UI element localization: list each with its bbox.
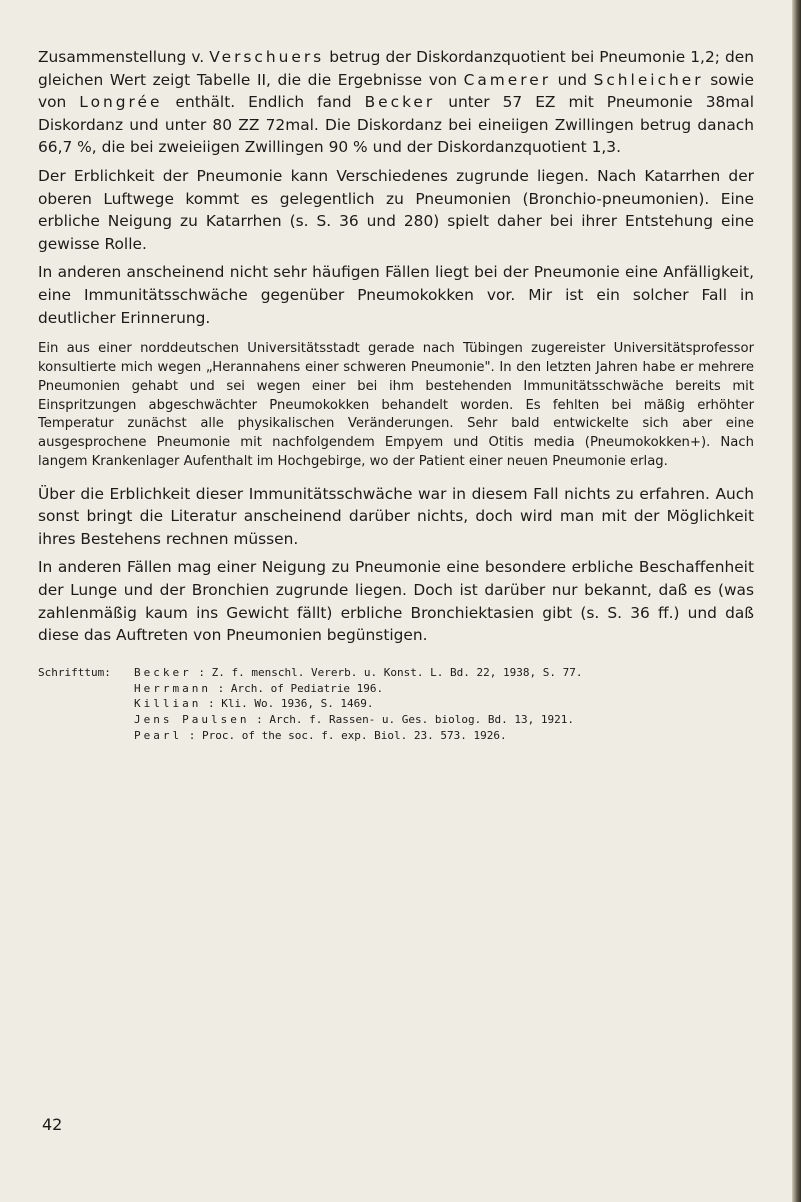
reference-author: Becker [134,665,192,679]
reference-text [134,728,754,744]
reference-author: Herrmann [134,681,211,695]
text-segment: unter 57 EZ mit Pneumonie 38mal Diskordanz und unter 80 ZZ 72mal. Die Diskordanz bei eineiigen Zwillingen betrug danach 66,7 %, die bei zweieiigen Zwillingen 90 % und der Diskordanzquotient 1,3. [38,93,755,157]
body-paragraph [38,46,754,159]
references-label [38,728,134,744]
reference-source: : Z. f. menschl. Vererb. u. Konst. L. Bd. 22, 1938, S. 77. [191,665,583,679]
reference-author: Jens Paulsen [134,713,250,727]
references-label [38,681,134,697]
body-paragraph [38,165,754,255]
text-segment: und [551,70,594,89]
text-segment: enthält. Endlich fand [162,93,365,112]
text-segment: In anderen Fällen mag einer Neigung zu Pneumonie eine besondere erbliche Beschaffenheit der Lunge und der Bronchien zugrunde liegen. Doch ist darüber nur bekannt, daß es (was zahlenmäßig kaum ins Gewicht fällt) erbliche Bronchiektasien gibt (s. S. 36 ff.) und daß diese das Auftreten von Pneumonien begünstigen. [38,558,754,645]
reference-source: : Kli. Wo. 1936, S. 1469. [201,697,374,711]
page-number: 42 [42,1115,63,1134]
text-segment: Ein aus einer norddeutschen Universitätsstadt gerade nach Tübingen zugereister Universitätsprofessor konsultierte mich wegen „Herannahens einer schweren Pneumonie". In den letzten Jahren habe er mehrere Pneumonien gehabt und sei wegen einer bei ihm bestehenden Immunitätsschwäche bereits mit Einspritzungen abgeschwächter Pneumokokken behandelt worden. Es fehlten bei mäßig erhöhter Temperatur zunächst alle physikalischen Veränderungen. Sehr bald entwickelte sich aber eine ausgesprochene Pneumonie mit nachfolgendem Empyem und Otitis media (Pneumokokken+). Nach langem Krankenlager Aufenthalt im Hochgebirge, wo der Patient einer neuen Pneumonie erlag. [38,341,754,469]
reference-text [134,712,754,728]
reference-author: Killian [134,697,202,711]
page-edge-shadow [792,0,801,1202]
reference-text [134,665,754,681]
text-segment: Zusammenstellung v. [38,48,210,66]
reference-entry [38,728,754,744]
author-name: Camerer [463,70,552,89]
references [38,665,754,744]
reference-entry [38,696,754,712]
references-label [38,712,134,728]
reference-entry [38,665,754,681]
body-paragraphs [38,46,754,647]
text-segment: Über die Erblichkeit dieser Immunitätsschwäche war in diesem Fall nichts zu erfahren. Auch sonst bringt die Literatur anscheinend darüber nichts, doch wird man mit der Möglichkeit ihres Bestehens rechnen müssen. [38,484,754,548]
author-name: Longrée [79,93,163,112]
reference-entry [38,681,754,697]
author-name: Verschuers [209,48,325,66]
reference-author: Pearl [134,729,183,743]
reference-entry [38,712,754,728]
reference-source: : Proc. of the soc. f. exp. Biol. 23. 573. 1926. [182,729,507,743]
author-name: Schleicher [593,70,704,89]
text-segment: betrug der Diskordanzquotient bei Pneumonie 1,2; den gleichen Wert zeigt Tabelle II, die die Ergebnisse von [38,48,754,89]
reference-source: : Arch. f. Rassen- u. Ges. biolog. Bd. 13, 1921. [249,713,574,727]
reference-text [134,681,754,697]
body-paragraph [38,261,754,329]
body-paragraph [38,556,754,646]
references-label [38,696,134,712]
text-segment: Der Erblichkeit der Pneumonie kann Verschiedenes zugrunde liegen. Nach Katarrhen der oberen Luftwege kommt es gelegentlich zu Pneumonien (Bronchio-pneumonien). Eine erbliche Neigung zu Katarrhen (s. S. 36 und 280) spielt daher bei ihrer Entstehung eine gewisse Rolle. [38,166,754,253]
case-report-paragraph [38,340,754,472]
text-segment: sowie von [38,70,754,112]
reference-source: : Arch. of Pediatrie 196. [210,681,384,695]
body-paragraph [38,483,754,551]
text-block [38,46,754,744]
text-segment: In anderen anscheinend nicht sehr häufigen Fällen liegt bei der Pneumonie eine Anfälligkeit, eine Immunitätsschwäche gegenüber Pneumokokken vor. Mir ist ein solcher Fall in deutlicher Erinnerung. [38,263,754,327]
reference-text [134,696,754,712]
references-label: Schrifttum: [38,665,111,679]
author-name: Becker [364,93,436,112]
